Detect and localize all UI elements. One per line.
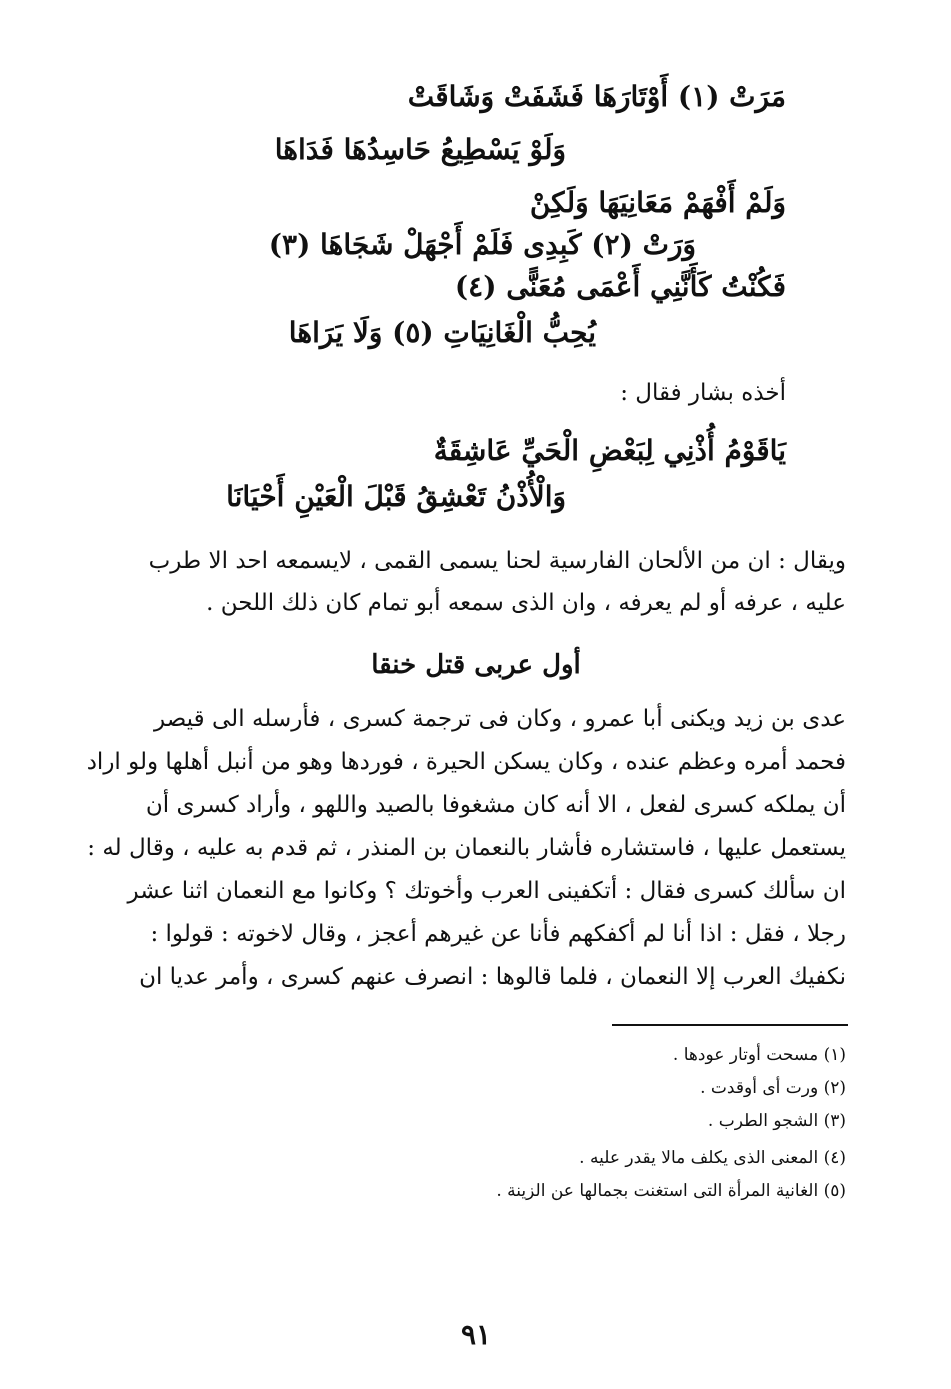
page-number: ٩١ [460, 1318, 492, 1351]
poem2-line-2: وَالْأُذْنُ تَعْشِقُ قَبْلَ الْعَيْنِ أَحْيَانَا [226, 480, 566, 513]
footnote-5: (٥) الغانية المرأة التى استغنت بجمالها عن الزينة . [496, 1181, 846, 1201]
para2-line-3: أن يملكه كسرى لفعل ، الا أنه كان مشغوفا بالصيد واللهو ، وأراد كسرى أن [145, 792, 846, 818]
para2-line-6: رجلا ، فقل : اذا أنا لم أكفكهم فأنا عن غيرهم أعجز ، وقال لاخوته : قولوا : [150, 921, 846, 947]
para1-line-1: ويقال : ان من الألحان الفارسية لحنا يسمى القمى ، لايسمعه احد الا طرب [148, 548, 846, 574]
para2-line-1: عدى بن زيد ويكنى أبا عمرو ، وكان فى ترجمة كسرى ، فأرسله الى قيصر [154, 706, 846, 732]
poem1-line-3: وَلَمْ أَفْهَمْ مَعَانِيَهَا وَلَكِنْ [529, 186, 786, 219]
intro-line: أخذه بشار فقال : [620, 380, 786, 406]
footnote-3: (٣) الشجو الطرب . [707, 1111, 846, 1131]
para2-line-2: فحمد أمره وعظم عنده ، وكان يسكن الحيرة ، فوردها وهو من أنبل أهلها ولو اراد [86, 749, 846, 775]
poem1-line-6: يُحِبُّ الْغَانِيَاتِ (٥) وَلَا يَرَاهَا [288, 316, 596, 349]
poem1-line-5: فَكُنْتُ كَأَنَّنِي أَعْمَى مُعَنًّى (٤) [454, 270, 786, 303]
poem1-line-4: وَرَتْ (٢) كَبِدِى فَلَمْ أَجْهَلْ شَجَاهَا (٣) [268, 228, 696, 261]
footnote-2: (٢) ورت أى أوقدت . [700, 1078, 846, 1098]
para2-line-5: ان سألك كسرى فقال : أتكفينى العرب وأخوتك ؟ وكانوا مع النعمان اثنا عشر [127, 878, 846, 904]
footnote-1: (١) مسحت أوتار عودها . [672, 1045, 846, 1065]
para2-line-7: نكفيك العرب إلا النعمان ، فلما قالوها : انصرف عنهم كسرى ، وأمر عديا ان [139, 964, 846, 990]
section-heading: أول عربى قتل خنقا [371, 650, 581, 680]
footnote-divider [612, 1024, 848, 1026]
para2-line-4: يستعمل عليها ، فاستشاره فأشار بالنعمان بن المنذر ، ثم قدم به عليه ، وقال له : [87, 835, 846, 861]
poem2-line-1: يَاقَوْمُ أُذْنِي لِبَعْضِ الْحَيِّ عَاشِقَةٌ [433, 434, 786, 467]
footnote-4: (٤) المعنى الذى يكلف مالا يقدر عليه . [579, 1148, 846, 1168]
para1-line-2: عليه ، عرفه أو لم يعرفه ، وان الذى سمعه أبو تمام كان ذلك اللحن . [206, 590, 846, 616]
poem1-line-2: وَلَوْ يَسْطِيعُ حَاسِدُهَا فَدَاهَا [274, 133, 566, 166]
poem1-line-1: مَرَتْ (١) أَوْتَارَهَا فَشَفَتْ وَشَاقَتْ [407, 80, 786, 113]
